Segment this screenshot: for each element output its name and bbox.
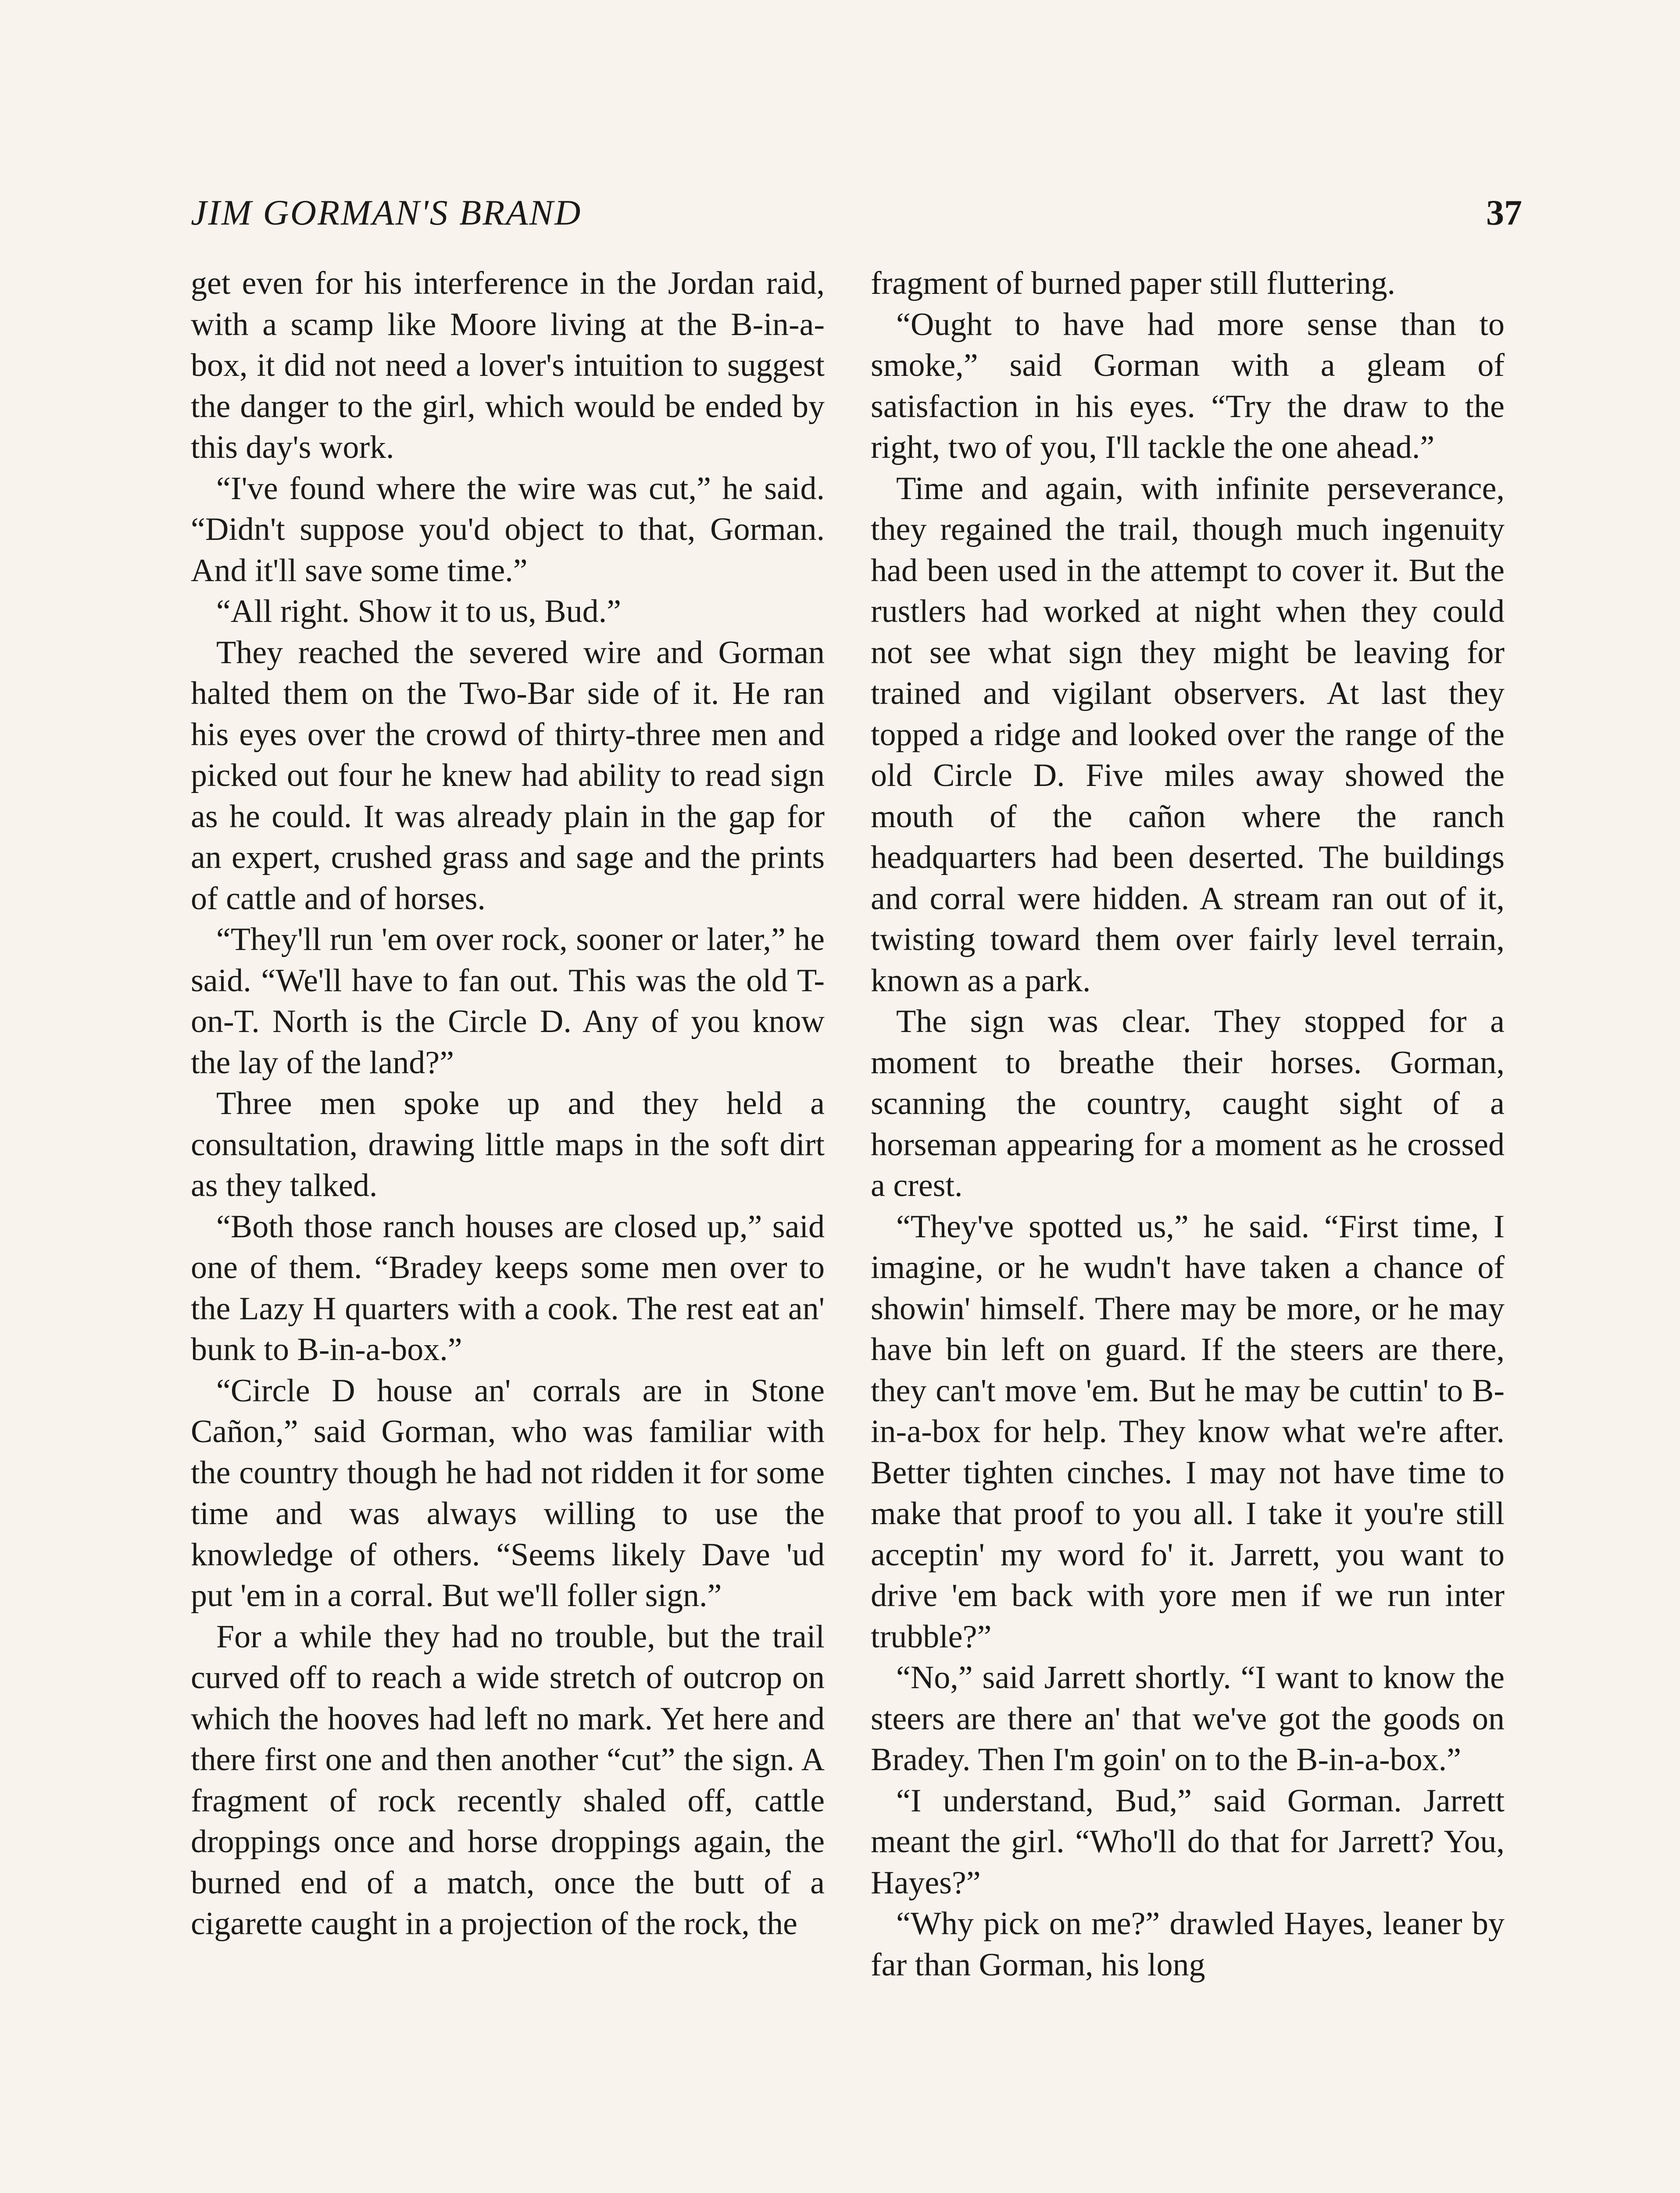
- running-header: [191, 189, 1522, 241]
- paragraph: “Circle D house an' corrals are in Stone Cañon,” said Gorman, who was familiar with the country though he had not ridden it for some time and was always willing to use the knowledge of others. “Seems likely Dave 'ud put 'em in a corral. But we'll foller sign.”: [191, 1372, 825, 1614]
- page-number: 37: [1486, 193, 1522, 232]
- paragraph: “I've found where the wire was cut,” he said. “Didn't suppose you'd object to that, Gorman. And it'll save some time.”: [191, 470, 825, 589]
- paragraph: “Why pick on me?” drawled Hayes, leaner by far than Gorman, his long: [871, 1906, 1505, 1983]
- paragraph: “Ought to have had more sense than to smoke,” said Gorman with a gleam of satisfaction in his eyes. “Try the draw to the right, two of you, I'll tackle the one ahead.”: [871, 306, 1505, 465]
- paragraph: Three men spoke up and they held a consultation, drawing little maps in the soft dirt as they talked.: [191, 1086, 825, 1204]
- paragraph: “All right. Show it to us, Bud.”: [216, 593, 621, 629]
- paragraph: The sign was clear. They stopped for a moment to breathe their horses. Gorman, scanning the country, caught sight of a horseman appearing for a moment as he crossed a crest.: [871, 1004, 1505, 1204]
- paragraph: fragment of burned paper still fluttering.: [871, 265, 1395, 301]
- paragraph: “Both those ranch houses are closed up,” said one of them. “Bradey keeps some men over to the Lazy H quarters with a cook. The rest eat an' bunk to B-in-a-box.”: [191, 1208, 825, 1368]
- paragraph: Time and again, with infinite perseverance, they regained the trail, though much ingenuity had been used in the attempt to cover it. But the rustlers had worked at night when they could not see what sign they might be leaving for trained and vigilant observers. At last they topped a ridge and looked over the range of the old Circle D. Five miles away showed the mouth of the cañon where the ranch headquarters had been deserted. The buildings and corral were hidden. A stream ran out of it, twisting toward them over fairly level terrain, known as a park.: [871, 470, 1505, 999]
- paragraph: “They'll run 'em over rock, sooner or later,” he said. “We'll have to fan out. This was the old T-on-T. North is the Circle D. Any of you know the lay of the land?”: [191, 921, 825, 1081]
- right-column: [871, 263, 1505, 1986]
- paragraph: For a while they had no trouble, but the trail curved off to reach a wide stretch of outcrop on which the hooves had left no mark. Yet here and there first one and then another “cut” the sign. A fragment of rock recently shaled off, cattle droppings once and horse droppings again, the burned end of a match, once the butt of a cigarette caught in a projection of the rock, the: [191, 1618, 825, 1942]
- paragraph: They reached the severed wire and Gorman halted them on the Two-Bar side of it. He ran his eyes over the crowd of thirty-three men and picked out four he knew had ability to read sign as he could. It was already plain in the gap for an expert, crushed grass and sage and the prints of cattle and of horses.: [191, 634, 825, 917]
- paragraph: “No,” said Jarrett shortly. “I want to know the steers are there an' that we've got the goods on Bradey. Then I'm goin' on to the B-in-a-box.”: [871, 1660, 1505, 1778]
- paragraph: “I understand, Bud,” said Gorman. Jarrett meant the girl. “Who'll do that for Jarrett? You, Hayes?”: [871, 1782, 1505, 1901]
- paragraph: get even for his interference in the Jordan raid, with a scamp like Moore living at the B-in-a-box, it did not need a lover's intuition to suggest the danger to the girl, which would be ended by this day's work.: [191, 265, 825, 465]
- running-title: JIM GORMAN'S BRAND: [191, 193, 582, 232]
- paragraph: “They've spotted us,” he said. “First time, I imagine, or he wudn't have taken a chance of showin' himself. There may be more, or he may have bin left on guard. If the steers are there, they can't move 'em. But he may be cuttin' to B-in-a-box for help. They know what we're after. Better tighten cinches. I may not have time to make that proof to you all. I take it you're still acceptin' my word fo' it. Jarrett, you want to drive 'em back with yore men if we run inter trubble?”: [871, 1208, 1505, 1655]
- left-column: [191, 263, 825, 1945]
